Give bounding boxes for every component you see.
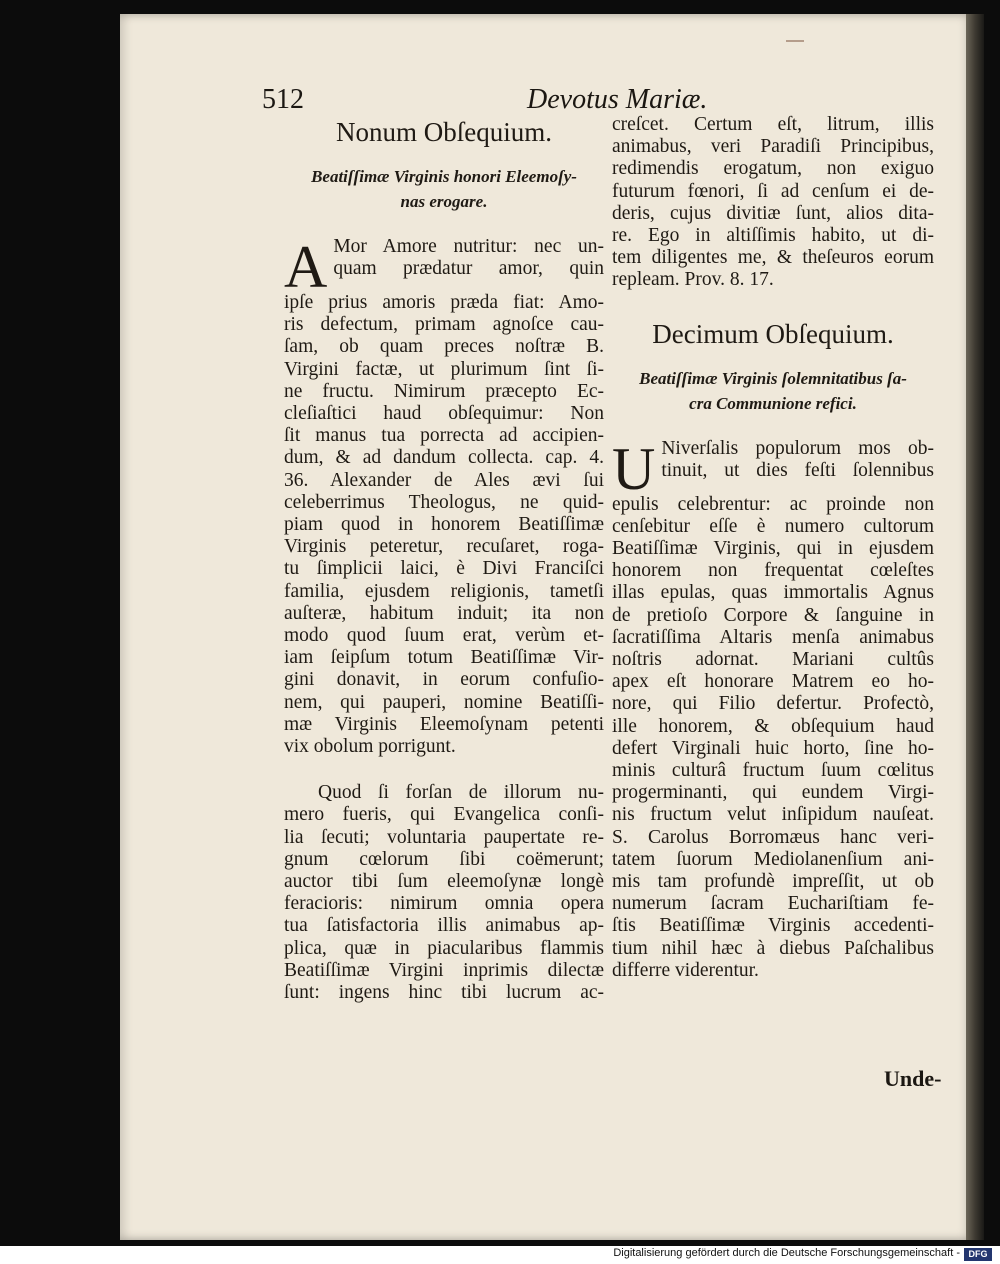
dfg-logo: DFG xyxy=(964,1248,992,1261)
text-line: vix obolum porrigunt. xyxy=(284,736,456,758)
text-line: ſunt: ingens hinc tibi lucrum ac- xyxy=(284,982,604,1004)
text-line: ſit manus tua porrecta ad accipien- xyxy=(284,425,604,447)
page-number: 512 xyxy=(262,84,304,115)
text-line: noſtris adornat. Mariani cultûs xyxy=(612,649,934,671)
text-line: plica, quæ in piacularibus flammis xyxy=(284,937,604,959)
funding-credit: Digitalisierung gefördert durch die Deutsche Forschungsgemeinschaft - xyxy=(613,1247,960,1259)
section-gap xyxy=(612,292,934,316)
text-line: deris, cujus divitiæ ſunt, alios dita- xyxy=(612,202,934,224)
text-line: tua ſatisfactoria illis animabus ap- xyxy=(284,915,604,937)
text-line: re. Ego in altiſſimis habito, ut di- xyxy=(612,225,934,247)
continuation-paragraph xyxy=(612,114,934,292)
text-line: Beatiſſimæ Virginis, qui in ejusdem xyxy=(612,538,934,560)
section-heading-nonum: Nonum Obſequium. xyxy=(336,117,552,147)
text-line: Mor Amore nutritur: nec un- xyxy=(333,236,604,257)
text-line: minis culturâ fructum ſuum cœlitus xyxy=(612,760,934,782)
text-line: gnum cœlorum ſibi coëmerunt; xyxy=(284,848,604,870)
text-line: celeberrimus Theologus, ne quid- xyxy=(284,491,604,513)
footer-bar xyxy=(0,1246,1000,1264)
text-line: honorem non frequentat cœleſtes xyxy=(612,560,934,582)
text-line: 36. Alexander de Ales ævi ſui xyxy=(284,469,604,491)
text-line: mæ Virginis Eleemoſynam petenti xyxy=(284,713,604,735)
drop-cap: A xyxy=(284,234,328,300)
subtitle-line: cra Communione refici. xyxy=(689,393,857,413)
drop-cap: U xyxy=(612,435,656,502)
book-spine xyxy=(966,14,984,1240)
running-title: Devotus Mariæ. xyxy=(527,84,708,115)
text-line: cenſebitur eſſe è numero cultorum xyxy=(612,515,934,537)
text-line: Virginis peteretur, recuſaret, roga- xyxy=(284,536,604,558)
text-line: differre viderentur. xyxy=(612,959,759,981)
paragraph-two xyxy=(284,782,604,1004)
text-line: numerum ſacram Euchariſtiam fe- xyxy=(612,893,934,915)
text-line: tu ſimplicii laici, è Divi Franciſci xyxy=(284,558,604,580)
text-line: iam ſeipſum totum Beatiſſimæ Vir- xyxy=(284,647,604,669)
section-subtitle-decimum xyxy=(612,366,934,416)
text-line: ſtis Beatiſſimæ Virginis accedenti- xyxy=(612,915,934,937)
text-line: cleſiaſtici haud obſequimur: Non xyxy=(284,403,604,425)
text-line: auſteræ, habitum induit; ita non xyxy=(284,602,604,624)
text-line: progerminanti, qui eundem Virgi- xyxy=(612,782,934,804)
text-line: auctor tibi ſum eleemoſynæ longè xyxy=(284,871,604,893)
text-line: nem, qui pauperi, nomine Beatiſſi- xyxy=(284,691,604,713)
subtitle-line: Beatiſſimæ Virginis honori Eleemoſy- xyxy=(311,167,577,186)
text-line: ſacratiſſima Altaris menſa animabus xyxy=(612,626,934,648)
text-line: futurum fœnori, ſi ad cenſum ei de- xyxy=(612,180,934,202)
text-line: tinuit, ut dies feſti ſolennibus xyxy=(661,459,934,481)
text-line: mero fueris, qui Evangelica conſi- xyxy=(284,804,604,826)
pencil-mark xyxy=(786,40,804,42)
text-line: mis tam profundè impreſſit, ut ob xyxy=(612,871,934,893)
text-line: ipſe prius amoris præda fiat: Amo- xyxy=(284,292,604,313)
text-line: apex eſt honorare Matrem eo ho- xyxy=(612,671,934,693)
text-line: piam quod in honorem Beatiſſimæ xyxy=(284,514,604,536)
text-line: ne fructu. Nimirum præcepto Ec- xyxy=(284,380,604,402)
text-line: gini donavit, in eorum confuſio- xyxy=(284,669,604,691)
subtitle-line: Beatiſſimæ Virginis ſolemnitatibus ſa- xyxy=(639,368,907,388)
left-column xyxy=(284,114,604,1004)
text-line: Niverſalis populorum mos ob- xyxy=(661,437,934,459)
drop-cap-paragraph xyxy=(612,435,934,502)
text-line: animabus, veri Paradiſi Principibus, xyxy=(612,136,934,158)
text-line: ſam, ob quam preces noſtræ B. xyxy=(284,336,604,358)
paragraph-gap xyxy=(284,758,604,782)
text-line: dum, & ad dandum collecta. cap. 4. xyxy=(284,447,604,469)
text-line: de pretioſo Corpore & ſanguine in xyxy=(612,604,934,626)
section-heading-decimum: Decimum Obſequium. xyxy=(652,318,894,349)
text-line: ille honorem, & obſequium haud xyxy=(612,715,934,737)
text-line: tem diligentes me, & theſeuros eorum xyxy=(612,247,934,269)
text-line: defert Virginali huic horto, ſine ho- xyxy=(612,737,934,759)
paragraph-body xyxy=(284,292,604,758)
text-line: Beatiſſimæ Virgini inprimis dilectæ xyxy=(284,959,604,981)
section-subtitle-nonum xyxy=(284,164,604,214)
text-line: S. Carolus Borromæus hanc veri- xyxy=(612,826,934,848)
right-column xyxy=(612,114,934,982)
subtitle-line: nas erogare. xyxy=(400,192,488,211)
drop-cap-paragraph xyxy=(284,234,604,300)
text-line: repleam. Prov. 8. 17. xyxy=(612,269,774,291)
text-line: quam prædatur amor, quin xyxy=(333,258,604,280)
text-line: ris defectum, primam agnoſce cau- xyxy=(284,314,604,336)
text-line: Virgini factæ, ut plurimum ſint ſi- xyxy=(284,358,604,380)
paragraph-body xyxy=(612,494,934,982)
text-line: tatem ſuorum Mediolanenſium ani- xyxy=(612,848,934,870)
text-line: nis fructum velut inſipidum nauſeat. xyxy=(612,804,934,826)
text-line: lia ſecuti; voluntaria paupertate re- xyxy=(284,826,604,848)
text-line: redimendis erogatum, non exiguo xyxy=(612,158,934,180)
text-line: epulis celebrentur: ac proinde non xyxy=(612,493,934,515)
text-line: feracioris: nimirum omnia opera xyxy=(284,893,604,915)
text-line: familia, ejusdem religionis, tametſi xyxy=(284,580,604,602)
text-line: creſcet. Certum eſt, litrum, illis xyxy=(612,114,934,135)
text-line: nore, qui Filio defertur. Profectò, xyxy=(612,693,934,715)
text-line: illas epulas, quas immortalis Agnus xyxy=(612,582,934,604)
catchword: Unde- xyxy=(884,1066,942,1091)
text-line: modo quod ſuum erat, verùm et- xyxy=(284,625,604,647)
text-line: Quod ſi forſan de illorum nu- xyxy=(318,782,604,804)
text-line: tium nihil hæc à diebus Paſchalibus xyxy=(612,937,934,959)
